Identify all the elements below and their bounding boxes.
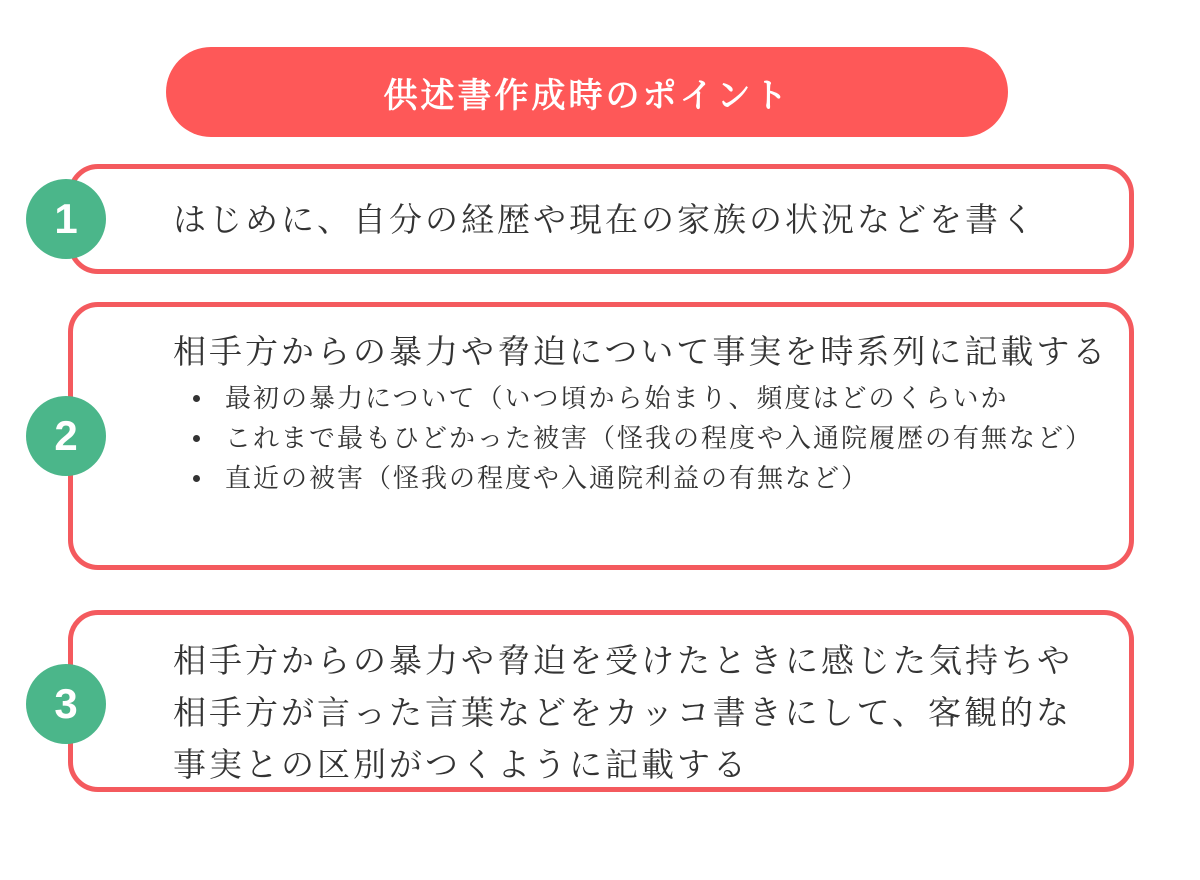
bullet-item: [183, 379, 1111, 419]
badge-number: 2: [54, 412, 78, 459]
bullet-item: [183, 459, 1111, 499]
bullet-text: 直近の被害（怪我の程度や入通院利益の有無など）: [225, 464, 870, 494]
point-3-line: 相手方からの暴力や脅迫を受けたときに感じた気持ちや: [173, 641, 1073, 680]
bullet-dot-icon: [193, 435, 200, 442]
bullet-item: [183, 419, 1111, 459]
point-2-text: 相手方からの暴力や脅迫について事実を時系列に記載する: [173, 332, 1109, 371]
title-banner: [166, 47, 1008, 137]
point-3-line: 相手方が言った言葉などをカッコ書きにして、客観的な: [173, 693, 1073, 732]
point-3-text: [173, 635, 1109, 791]
page-title: 供述書作成時のポイント: [383, 75, 791, 116]
badge-number: 1: [54, 195, 78, 242]
point-card-2: [68, 302, 1134, 570]
bullet-text: これまで最もひどかった被害（怪我の程度や入通院履歴の有無など）: [225, 424, 1094, 454]
number-badge-2: [26, 396, 106, 476]
point-3-line: 事実との区別がつくように記載する: [173, 745, 749, 784]
bullet-dot-icon: [193, 395, 200, 402]
point-card-1: [68, 164, 1134, 274]
number-badge-1: [26, 179, 106, 259]
badge-number: 3: [54, 680, 78, 727]
point-card-3: [68, 610, 1134, 792]
point-2-bullet-list: [183, 379, 1111, 499]
bullet-dot-icon: [193, 475, 200, 482]
number-badge-3: [26, 664, 106, 744]
bullet-text: 最初の暴力について（いつ頃から始まり、頻度はどのくらいか: [225, 384, 1009, 414]
point-1-text: はじめに、自分の経歴や現在の家族の状況などを書く: [173, 200, 1037, 239]
